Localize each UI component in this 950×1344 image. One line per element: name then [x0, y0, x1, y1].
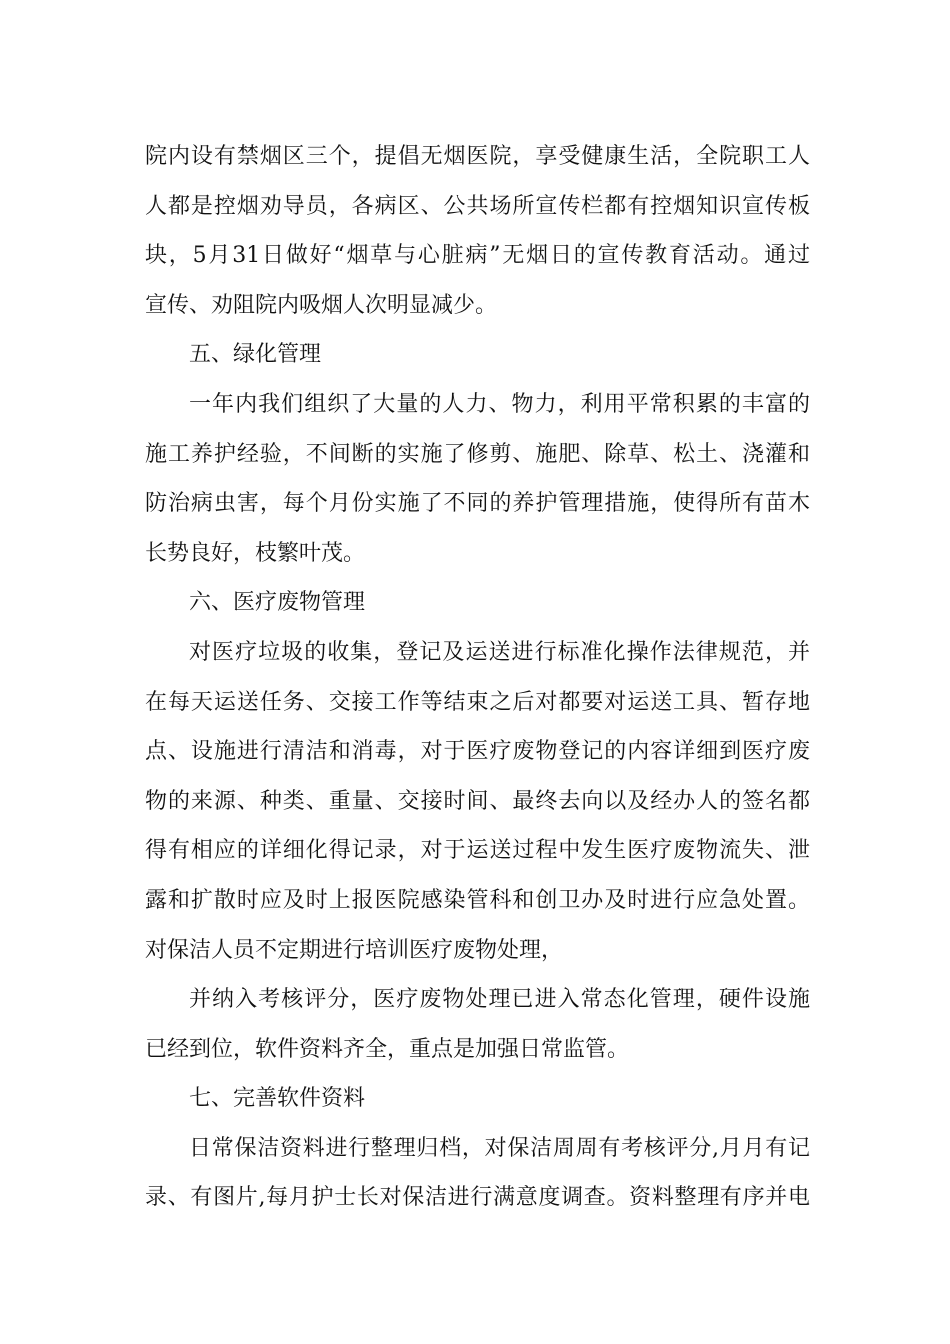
paragraph-line: 一年内我们组织了大量的人力、物力，利用平常积累的丰富的 — [189, 391, 810, 417]
paragraph-line: 长势良好，枝繁叶茂。 — [145, 540, 366, 566]
paragraph-line: 日常保洁资料进行整理归档，对保洁周周有考核评分,月月有记 — [189, 1135, 810, 1161]
paragraph-line: 物的来源、种类、重量、交接时间、最终去向以及经办人的签名都 — [145, 788, 810, 814]
section-heading: 五、绿化管理 — [189, 342, 322, 368]
paragraph-line: 在每天运送任务、交接工作等结束之后对都要对运送工具、暂存地 — [145, 689, 810, 715]
paragraph-line: 录、有图片,每月护士长对保洁进行满意度调查。资料整理有序并电 — [145, 1185, 810, 1211]
paragraph-line: 宣传、劝阻院内吸烟人次明显减少。 — [145, 292, 498, 318]
paragraph-line: 露和扩散时应及时上报医院感染管科和创卫办及时进行应急处置。 — [145, 887, 810, 913]
document-body — [145, 132, 810, 1223]
paragraph-line: 并纳入考核评分，医疗废物处理已进入常态化管理，硬件设施 — [189, 987, 810, 1013]
section-heading: 六、医疗废物管理 — [189, 590, 366, 616]
paragraph-line: 对医疗垃圾的收集，登记及运送进行标准化操作法律规范，并 — [189, 639, 810, 665]
paragraph-line: 块，5月31日做好“烟草与心脏病”无烟日的宣传教育活动。通过 — [145, 243, 810, 269]
paragraph-line: 院内设有禁烟区三个，提倡无烟医院，享受健康生活，全院职工人 — [145, 144, 810, 169]
paragraph-line: 已经到位，软件资料齐全，重点是加强日常监管。 — [145, 1036, 630, 1062]
section-heading: 七、完善软件资料 — [189, 1086, 366, 1112]
paragraph-line: 点、设施进行清洁和消毒，对于医疗废物登记的内容详细到医疗废 — [145, 739, 810, 765]
paragraph-line: 人都是控烟劝导员，各病区、公共场所宣传栏都有控烟知识宣传板 — [145, 193, 810, 219]
paragraph-line: 得有相应的详细化得记录，对于运送过程中发生医疗废物流失、泄 — [145, 838, 810, 864]
paragraph-line: 对保洁人员不定期进行培训医疗废物处理， — [145, 937, 564, 963]
paragraph-line: 防治病虫害，每个月份实施了不同的养护管理措施，使得所有苗木 — [145, 491, 810, 517]
paragraph-line: 施工养护经验，不间断的实施了修剪、施肥、除草、松土、浇灌和 — [145, 441, 810, 467]
